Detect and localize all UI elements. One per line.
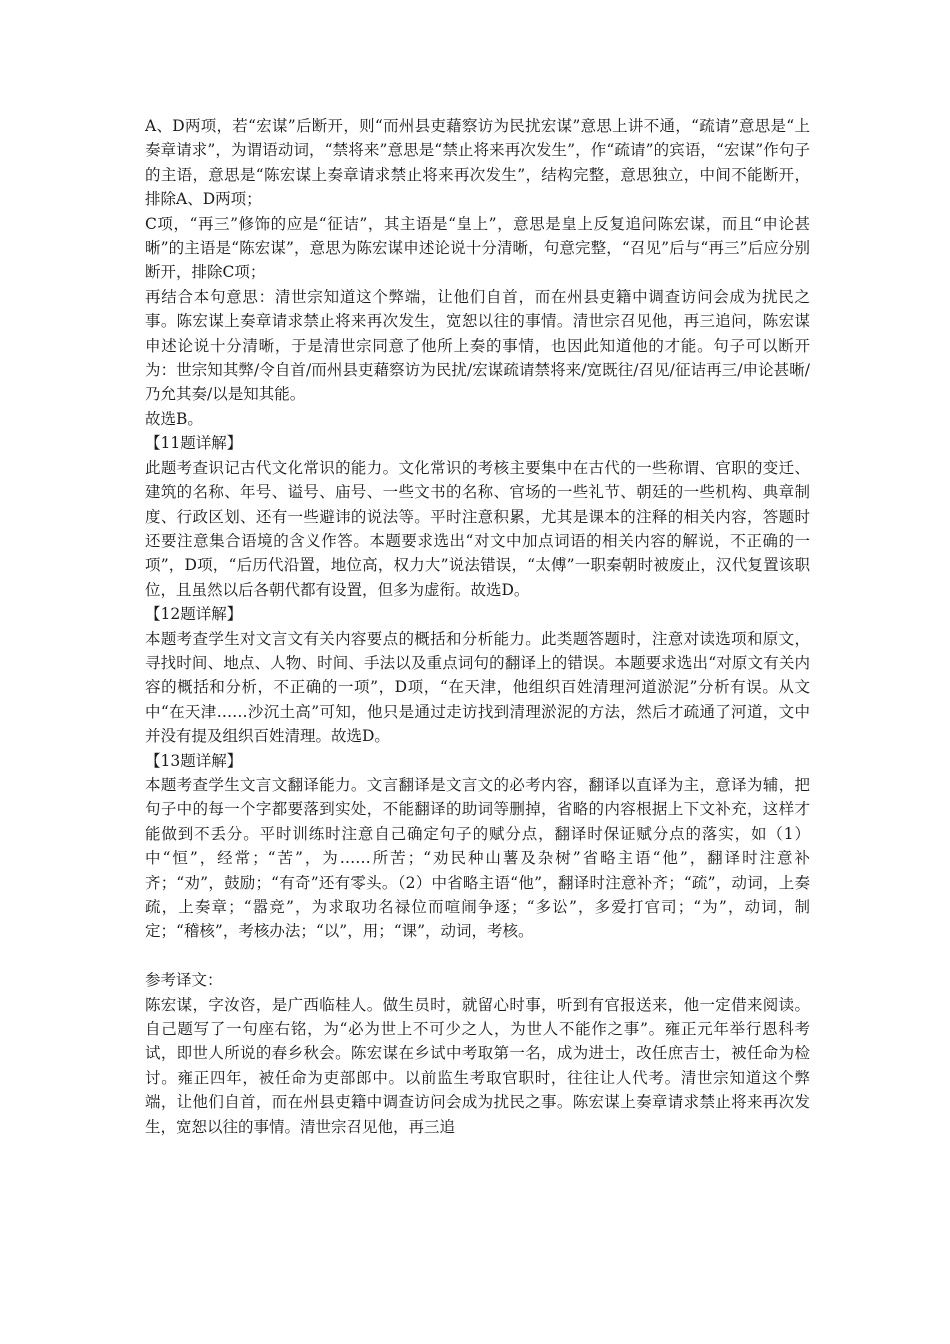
question-12-heading: 【12题详解】 <box>145 605 243 624</box>
translation-heading: 参考译文： <box>145 971 223 990</box>
answer-analysis-summary: 再结合本句意思：清世宗知道这个弊端，让他们自首，而在州县吏籍中调查访问会成为扰民之事。陈宏谋上奏章请求禁止将来再次发生，宽恕以往的事情。清世宗召见他，再三追问，陈宏谋申述论说十分清晰，于是清世宗同意了他所上奏的事情，也因此知道他的才能。句子可以断开为：世宗知其弊/令自首/而州县吏藉察访为民扰/宏谋疏请禁将来/宽既往/召见/征诘再三/申论甚晰/乃允其奏/以是知其能。 <box>145 287 810 404</box>
translation-body: 陈宏谋，字汝咨，是广西临桂人。做生员时，就留心时事，听到有官报送来，他一定借来阅读。自己题写了一句座右铭，为“必为世上不可少之人，为世人不能作之事”。雍正元年举行恩科考试，即世人所说的春乡秋会。陈宏谋在乡试中考取第一名，成为进士，改任庶吉士，被任命为检讨。雍正四年，被任命为吏部郎中。以前监生考取官职时，往往让人代考。清世宗知道这个弊端，让他们自首，而在州县吏籍中调查访问会成为扰民之事。陈宏谋上奏章请求禁止将来再次发生，宽恕以往的事情。清世宗召见他，再三追 <box>145 995 810 1136</box>
question-13-heading: 【13题详解】 <box>145 751 243 770</box>
document-page <box>145 114 810 1139</box>
blank-line <box>145 944 810 968</box>
question-11-heading: 【11题详解】 <box>145 434 243 453</box>
answer-choice: 故选B。 <box>145 409 203 428</box>
question-13-explanation: 本题考查学生文言文翻译能力。文言翻译是文言文的必考内容，翻译以直译为主，意译为辅，把句子中的每一个字都要落到实处，不能翻译的助词等删掉，省略的内容根据上下文补充，这样才能做到不丢分。平时训练时注意自己确定句子的赋分点，翻译时保证赋分点的落实，如（1）中“恒”，经常；“苦”，为……所苦；“劝民种山薯及杂树”省略主语“他”，翻译时注意补齐；“劝”，鼓励；“有奇”还有零头。（2）中省略主语“他”，翻译时注意补齐；“疏”，动词，上奏疏，上奏章；“嚣竞”，为求取功名禄位而喧闹争逐；“多讼”，多爱打官司；“为”，动词，制定；“稽核”，考核办法；“以”，用；“课”，动词，考核。 <box>145 775 810 941</box>
answer-analysis-ad: A、D两项，若“宏谋”后断开，则“而州县吏藉察访为民扰宏谋”意思上讲不通，“疏请”意思是“上奏章请求”，为谓语动词，“禁将来”意思是“禁止将来再次发生”，作“疏请”的宾语，“宏谋”作句子的主语，意思是“陈宏谋上奏章请求禁止将来再次发生”，结构完整，意思独立，中间不能断开，排除A、D两项； <box>145 117 810 209</box>
answer-analysis-c: C项，“再三”修饰的应是“征诘”，其主语是“皇上”，意思是皇上反复追问陈宏谋，而且“申论甚晰”的主语是“陈宏谋”，意思为陈宏谋申述论说十分清晰，句意完整，“召见”后与“再三”后应分别断开，排除C项； <box>145 214 810 282</box>
question-11-explanation: 此题考查识记古代文化常识的能力。文化常识的考核主要集中在古代的一些称谓、官职的变迁、建筑的名称、年号、谥号、庙号、一些文书的名称、官场的一些礼节、朝廷的一些机构、典章制度、行政区划、还有一些避讳的说法等。平时注意积累，尤其是课本的注释的相关内容，答题时还要注意集合语境的含义作答。本题要求选出“对文中加点词语的相关内容的解说，不正确的一项”，D项，“后历代沿置，地位高，权力大”说法错误，“太傅”一职秦朝时被废止，汉代复置该职位，且虽然以后各朝代都有设置，但多为虚衔。故选D。 <box>145 458 810 599</box>
question-12-explanation: 本题考查学生对文言文有关内容要点的概括和分析能力。此类题答题时，注意对读选项和原文，寻找时间、地点、人物、时间、手法以及重点词句的翻译上的错误。本题要求选出“对原文有关内容的概括和分析，不正确的一项”，D项，“在天津，他组织百姓清理河道淤泥”分析有误。从文中“在天津……沙沉土高”可知，他只是通过走访找到清理淤泥的方法，然后才疏通了河道，文中并没有提及组织百姓清理。故选D。 <box>145 629 810 746</box>
